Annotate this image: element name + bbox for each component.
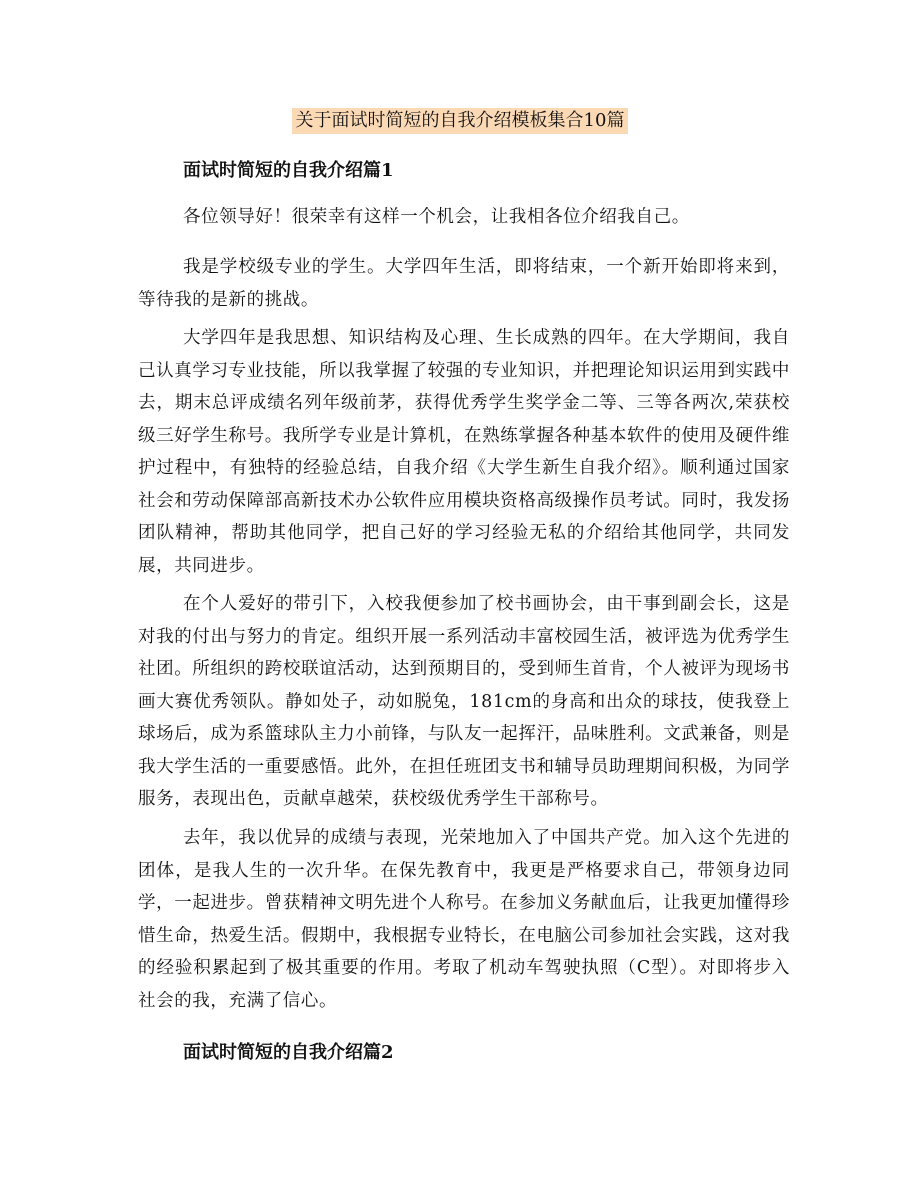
section-2-heading: 面试时简短的自我介绍篇2 — [183, 1042, 394, 1063]
section-1-paragraph-3: 大学四年是我思想、知识结构及心理、生长成熟的四年。在大学期间，我自己认真学习专业技能，所以我掌握了较强的专业知识，并把理论知识运用到实践中去，期末总评成绩名列年级前茅，获得优秀学生奖学金二等、三等各两次,荣获校级三好学生称号。我所学专业是计算机，在熟练掌握各种基本软件的使用及硬件维护过程中，有独特的经验总结，自我介绍《大学生新生自我介绍》。顺利通过国家社会和劳动保障部高新技术办公软件应用模块资格高级操作员考试。同时，我发扬团队精神，帮助其他同学，把自己好的学习经验无私的介绍给其他同学，共同发展，共同进步。 — [138, 328, 790, 576]
section-1-heading: 面试时简短的自我介绍篇1 — [183, 160, 394, 181]
section-1-paragraph-5: 去年，我以优异的成绩与表现，光荣地加入了中国共产党。加入这个先进的团体，是我人生的一次升华。在保先教育中，我更是严格要求自己，带领身边同学，一起进步。曾获精神文明先进个人称号。在参加义务献血后，让我更加懂得珍惜生命，热爱生活。假期中，我根据专业特长，在电脑公司参加社会实践，这对我的经验积累起到了极其重要的作用。考取了机动车驾驶执照（C型）。对即将步入社会的我，充满了信心。 — [138, 828, 790, 1011]
document-title: 关于面试时简短的自我介绍模板集合10篇 — [292, 108, 629, 134]
title-wrapper — [0, 108, 920, 134]
section-1-paragraph-4: 在个人爱好的带引下，入校我便参加了校书画协会，由干事到副会长，这是对我的付出与努力的肯定。组织开展一系列活动丰富校园生活，被评选为优秀学生社团。所组织的跨校联谊活动，达到预期目的，受到师生首肯，个人被评为现场书画大赛优秀领队。静如处子，动如脱兔，181cm的身高和出众的球技，使我登上球场后，成为系篮球队主力小前锋，与队友一起挥汗，品味胜利。文武兼备，则是我大学生活的一重要感悟。此外，在担任班团支书和辅导员助理期间积极，为同学服务，表现出色，贡献卓越荣，获校级优秀学生干部称号。 — [138, 594, 790, 809]
section-1-paragraph-2: 我是学校级专业的学生。大学四年生活，即将结束，一个新开始即将来到，等待我的是新的挑战。 — [138, 257, 790, 310]
section-1-paragraph-1: 各位领导好！很荣幸有这样一个机会，让我相各位介绍我自己。 — [183, 207, 690, 227]
